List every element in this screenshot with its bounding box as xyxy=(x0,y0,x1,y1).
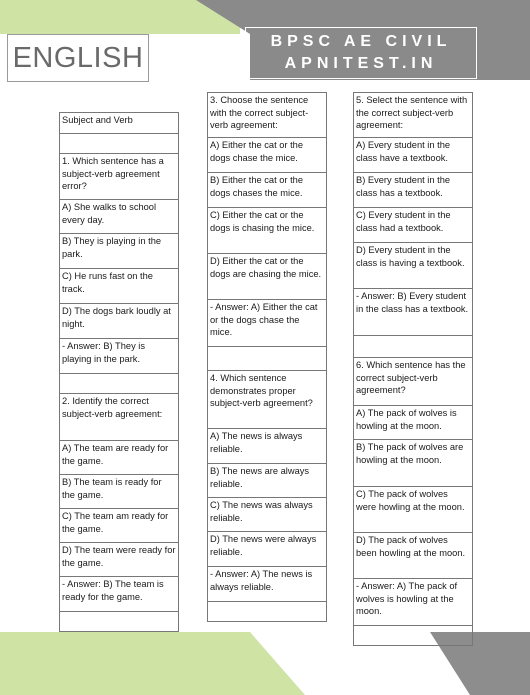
answer-option: D) Every student in the class is having a textbook. xyxy=(354,243,472,289)
table-cell xyxy=(208,347,326,371)
question-text: 4. Which sentence demonstrates proper subject-verb agreement? xyxy=(208,371,326,429)
brand-line-1: BPSC AE CIVIL xyxy=(270,33,452,50)
question-text: 1. Which sentence has a subject-verb agreement error? xyxy=(60,154,178,200)
subject-title: ENGLISH xyxy=(7,34,149,82)
answer-key: - Answer: A) Either the cat or the dogs chase the mice. xyxy=(208,300,326,347)
answer-key: - Answer: B) The team is ready for the game. xyxy=(60,577,178,612)
question-text: 5. Select the sentence with the correct subject-verb agreement: xyxy=(354,92,472,138)
answer-option: A) The pack of wolves is howling at the moon. xyxy=(354,406,472,440)
answer-key: - Answer: A) The pack of wolves is howling at the moon. xyxy=(354,579,472,626)
answer-option: A) The news is always reliable. xyxy=(208,429,326,464)
table-cell xyxy=(60,134,178,154)
question-text: 2. Identify the correct subject-verb agreement: xyxy=(60,394,178,441)
answer-option: A) Either the cat or the dogs chase the mice. xyxy=(208,138,326,173)
table-cell: Subject and Verb xyxy=(60,112,178,134)
question-column-3 xyxy=(353,92,473,646)
question-column-1 xyxy=(59,112,179,632)
question-text: 6. Which sentence has the correct subject-verb agreement? xyxy=(354,358,472,406)
answer-option: A) Every student in the class have a textbook. xyxy=(354,138,472,173)
answer-option: C) He runs fast on the track. xyxy=(60,269,178,304)
answer-option: C) The news was always reliable. xyxy=(208,498,326,532)
answer-option: B) They is playing in the park. xyxy=(60,234,178,269)
table-cell xyxy=(354,336,472,358)
answer-option: A) The team are ready for the game. xyxy=(60,441,178,475)
answer-option: B) Every student in the class has a textbook. xyxy=(354,173,472,208)
table-cell xyxy=(60,612,178,632)
answer-key: - Answer: B) Every student in the class has a textbook. xyxy=(354,289,472,336)
answer-option: D) The news were always reliable. xyxy=(208,532,326,567)
answer-option: C) Either the cat or the dogs is chasing the mice. xyxy=(208,208,326,254)
answer-option: B) The pack of wolves are howling at the moon. xyxy=(354,440,472,487)
answer-key: - Answer: A) The news is always reliable. xyxy=(208,567,326,602)
answer-option: B) The team is ready for the game. xyxy=(60,475,178,509)
table-cell xyxy=(354,626,472,646)
question-text: 3. Choose the sentence with the correct subject-verb agreement: xyxy=(208,92,326,138)
answer-option: D) The dogs bark loudly at night. xyxy=(60,304,178,339)
answer-key: - Answer: B) They is playing in the park. xyxy=(60,339,178,374)
answer-option: D) Either the cat or the dogs are chasing the mice. xyxy=(208,254,326,300)
brand-line-2: APNITEST.IN xyxy=(284,55,438,72)
answer-option: C) Every student in the class had a textbook. xyxy=(354,208,472,243)
header-accent-green xyxy=(0,0,240,34)
table-cell xyxy=(60,374,178,394)
table-cell xyxy=(208,602,326,622)
brand-banner xyxy=(245,27,477,79)
answer-option: B) The news are always reliable. xyxy=(208,464,326,498)
answer-option: D) The team were ready for the game. xyxy=(60,543,178,577)
answer-option: D) The pack of wolves been howling at the moon. xyxy=(354,533,472,579)
question-column-2 xyxy=(207,92,327,622)
answer-option: C) The pack of wolves were howling at the moon. xyxy=(354,487,472,533)
answer-option: B) Either the cat or the dogs chases the mice. xyxy=(208,173,326,208)
answer-option: A) She walks to school every day. xyxy=(60,200,178,234)
answer-option: C) The team am ready for the game. xyxy=(60,509,178,543)
